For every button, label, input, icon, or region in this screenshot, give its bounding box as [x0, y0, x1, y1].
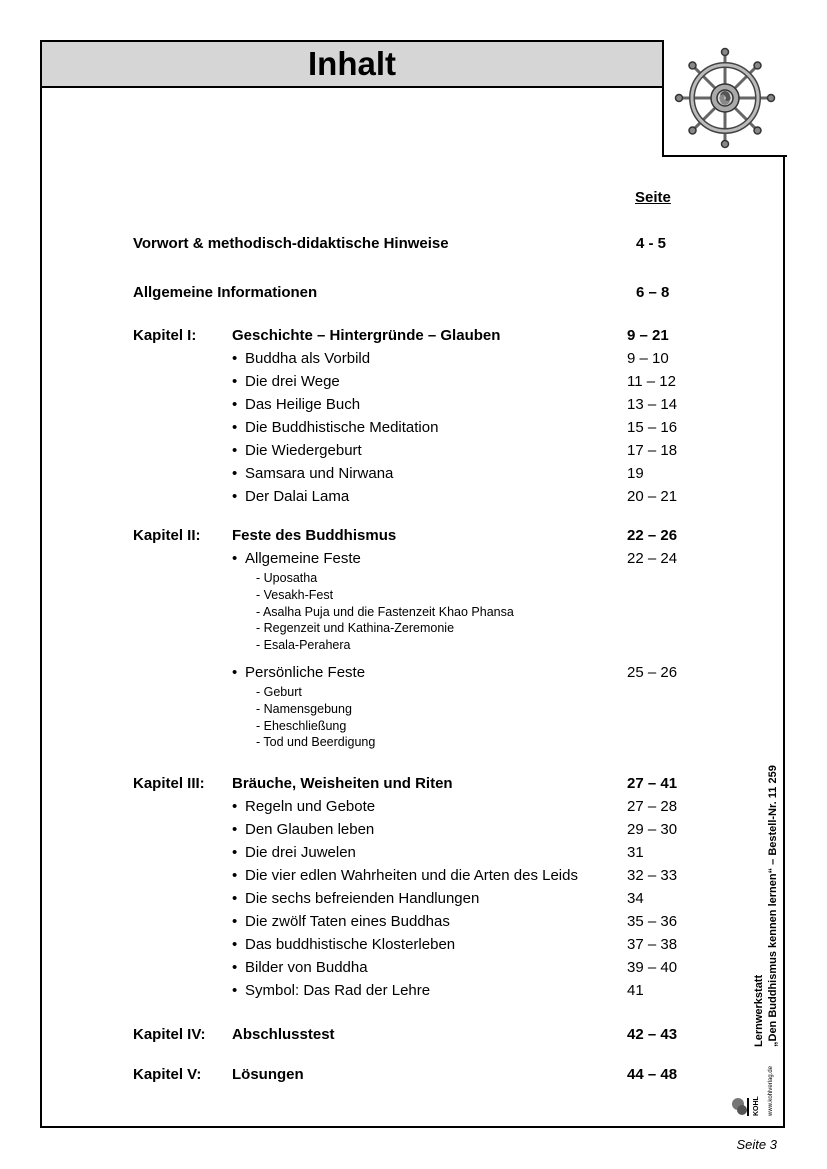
toc-subitem-title: - Esala-Perahera — [256, 638, 351, 653]
publisher-url: www.kohlverlag.de — [768, 1065, 774, 1116]
chapter-pages: 44 – 48 — [627, 1066, 678, 1083]
entry-title: Vorwort & methodisch-didaktische Hinweise — [133, 235, 449, 252]
toc-item-title: Die vier edlen Wahrheiten und die Arten des Leids — [245, 867, 578, 884]
toc-item-pages: 31 — [627, 844, 644, 861]
toc-item-pages: 25 – 26 — [627, 664, 678, 681]
toc-subitem-title: - Asalha Puja und die Fastenzeit Khao Phansa — [256, 604, 514, 619]
toc-item-title: Die sechs befreienden Handlungen — [245, 890, 480, 907]
toc-subitem-title: - Eheschließung — [256, 718, 347, 733]
chapter-title: Bräuche, Weisheiten und Riten — [232, 775, 453, 792]
toc-item-title: Samsara und Nirwana — [245, 465, 394, 482]
chapter-pages: 9 – 21 — [627, 327, 669, 344]
toc-item-pages: 17 – 18 — [627, 442, 678, 459]
toc-item-title: Den Glauben leben — [245, 821, 375, 838]
toc-item-pages: 34 — [627, 890, 644, 907]
chapter-title: Feste des Buddhismus — [232, 527, 397, 544]
toc-item-pages: 27 – 28 — [627, 798, 678, 815]
entry-title: Allgemeine Informationen — [133, 284, 318, 301]
toc-item-pages: 9 – 10 — [627, 350, 669, 367]
toc-item-title: Regeln und Gebote — [245, 798, 376, 815]
chapter-label: Kapitel I: — [133, 327, 197, 344]
toc-item-pages: 22 – 24 — [627, 550, 678, 567]
toc-item-pages: 11 – 12 — [627, 373, 676, 390]
toc-item-title: Persönliche Feste — [245, 664, 366, 681]
chapter-pages: 42 – 43 — [627, 1026, 678, 1043]
chapter-pages: 22 – 26 — [627, 527, 678, 544]
toc-subitem-title: - Geburt — [256, 685, 302, 699]
toc-item-pages: 37 – 38 — [627, 936, 678, 953]
toc-item-title: Die zwölf Taten eines Buddhas — [245, 913, 450, 930]
side-imprint-line1: Lernwerkstatt — [753, 974, 765, 1047]
page-number: Seite 3 — [736, 1137, 777, 1152]
toc-item-pages: 29 – 30 — [627, 821, 678, 838]
toc-item-title: Symbol: Das Rad der Lehre — [245, 982, 431, 999]
entry-pages: 6 – 8 — [636, 284, 670, 301]
toc-subitem-title: - Tod und Beerdigung — [256, 735, 376, 750]
page-column-header: Seite — [635, 189, 671, 206]
toc-item-pages: 32 – 33 — [627, 867, 678, 884]
side-imprint-line2: „Den Buddhismus kennen lernen“ – Bestell-Nr. 11 259 — [767, 765, 779, 1047]
toc-item-title: Allgemeine Feste — [245, 550, 361, 567]
toc-item-pages: 19 — [627, 465, 644, 482]
toc-item-title: Buddha als Vorbild — [245, 350, 371, 367]
toc-subitem-title: - Uposatha — [256, 571, 318, 585]
toc-item-pages: 35 – 36 — [627, 913, 678, 930]
chapter-title: Lösungen — [232, 1066, 304, 1083]
toc-item-title: Die drei Juwelen — [245, 844, 356, 861]
header-bar — [42, 42, 664, 88]
toc-item-pages: 39 – 40 — [627, 959, 678, 976]
toc-item-title: Das Heilige Buch — [245, 396, 361, 413]
logo-box — [662, 40, 787, 157]
chapter-label: Kapitel IV: — [133, 1026, 206, 1043]
toc-item-title: Das buddhistische Klosterleben — [245, 936, 456, 953]
toc-subitem-title: - Regenzeit und Kathina-Zeremonie — [256, 621, 455, 636]
side-imprint — [752, 765, 780, 1047]
dharma-wheel-icon — [673, 44, 777, 152]
toc-item-title: Die Buddhistische Meditation — [245, 419, 439, 436]
toc-item-pages: 20 – 21 — [627, 488, 678, 505]
publisher-logo — [730, 1050, 778, 1125]
toc-item-pages: 13 – 14 — [627, 396, 678, 413]
toc-subitem-title: - Vesakh-Fest — [256, 587, 334, 602]
toc-item-pages: 15 – 16 — [627, 419, 678, 436]
chapter-label: Kapitel V: — [133, 1066, 202, 1083]
toc-item-title: Bilder von Buddha — [245, 959, 368, 976]
chapter-label: Kapitel III: — [133, 775, 205, 792]
chapter-title: Abschlusstest — [232, 1026, 335, 1043]
chapter-label: Kapitel II: — [133, 527, 201, 544]
entry-pages: 4 - 5 — [636, 235, 667, 252]
page-title: Inhalt — [308, 45, 396, 82]
chapter-pages: 27 – 41 — [627, 775, 678, 792]
toc-item-title: Die drei Wege — [245, 373, 340, 390]
toc-subitem-title: - Namensgebung — [256, 701, 352, 716]
toc-item-title: Die Wiedergeburt — [245, 442, 362, 459]
toc-item-title: Der Dalai Lama — [245, 488, 350, 505]
chapter-title: Geschichte – Hintergründe – Glauben — [232, 327, 501, 344]
toc-item-pages: 41 — [627, 982, 644, 999]
publisher-name: KOHL — [753, 1096, 760, 1116]
